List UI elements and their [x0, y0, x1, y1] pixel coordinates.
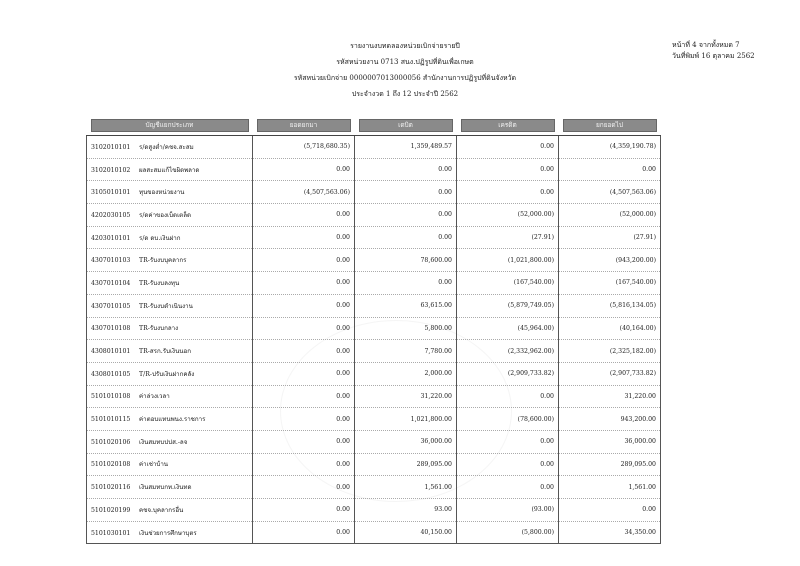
credit-cell: 0.00 [457, 181, 559, 204]
account-code: 5101010108 [91, 393, 131, 401]
table-row [87, 226, 661, 249]
debit-cell: 40,150.00 [355, 521, 457, 544]
debit-cell: 0.00 [355, 226, 457, 249]
account-cell [87, 249, 253, 272]
brought-forward-cell: (5,718,680.35) [253, 136, 355, 159]
credit-cell: (2,909,733.82) [457, 362, 559, 385]
table-row [87, 294, 661, 317]
account-code: 5101020108 [91, 461, 131, 469]
credit-cell: 0.00 [457, 453, 559, 476]
debit-cell: 2,000.00 [355, 362, 457, 385]
account-cell [87, 158, 253, 181]
brought-forward-cell: 0.00 [253, 453, 355, 476]
account-code: 4307010105 [91, 302, 131, 310]
account-cell [87, 340, 253, 363]
carried-forward-cell: 943,200.00 [559, 408, 661, 431]
debit-cell: 0.00 [355, 181, 457, 204]
account-cell [87, 385, 253, 408]
report-header [250, 38, 560, 102]
account-code: 3105010101 [91, 189, 131, 197]
debit-cell: 5,800.00 [355, 317, 457, 340]
carried-forward-cell: (5,816,134.05) [559, 294, 661, 317]
carried-forward-cell: (40,164.00) [559, 317, 661, 340]
table-row [87, 385, 661, 408]
credit-cell: (5,879,749.05) [457, 294, 559, 317]
table-row [87, 499, 661, 522]
table-row [87, 340, 661, 363]
credit-cell: (5,800.00) [457, 521, 559, 544]
brought-forward-cell: 0.00 [253, 226, 355, 249]
account-cell [87, 181, 253, 204]
carried-forward-cell: 289,095.00 [559, 453, 661, 476]
account-code: 5101010115 [91, 416, 131, 424]
debit-cell: 0.00 [355, 272, 457, 295]
table-row [87, 136, 661, 159]
debit-cell: 93.00 [355, 499, 457, 522]
debit-cell: 0.00 [355, 158, 457, 181]
carried-forward-cell: 0.00 [559, 499, 661, 522]
account-code: 4308010105 [91, 370, 131, 378]
table-row [87, 317, 661, 340]
carried-forward-cell: (4,507,563.06) [559, 181, 661, 204]
report-title: รายงานงบทดลองหน่วยเบิกจ่ายรายปี [350, 42, 460, 50]
brought-forward-cell: 0.00 [253, 272, 355, 295]
brought-forward-cell: 0.00 [253, 385, 355, 408]
account-cell [87, 136, 253, 159]
table-header-row [87, 116, 661, 136]
account-name: เงินสมทบปปส.-ลจ [139, 438, 188, 446]
column-header-carried-forward: ยกยอดไป [563, 119, 657, 132]
account-cell [87, 317, 253, 340]
brought-forward-cell: 0.00 [253, 204, 355, 227]
credit-cell: 0.00 [457, 430, 559, 453]
carried-forward-cell: (167,540.00) [559, 272, 661, 295]
debit-cell: 1,561.00 [355, 476, 457, 499]
account-name: TR-รับงบลงทุน [139, 279, 180, 287]
account-name: เงินสมทบกท.เงินทด [139, 484, 192, 492]
account-name: TR-รับงบบุคลากร [139, 257, 187, 265]
brought-forward-cell: 0.00 [253, 294, 355, 317]
account-cell [87, 453, 253, 476]
brought-forward-cell: 0.00 [253, 408, 355, 431]
table-row [87, 158, 661, 181]
table-row [87, 476, 661, 499]
carried-forward-cell: 1,561.00 [559, 476, 661, 499]
trial-balance-table [86, 116, 661, 544]
account-name: TR-สรก.รับเงินนอก [139, 348, 191, 356]
column-header-brought-forward: ยอดยกมา [257, 119, 351, 132]
account-code: 5101020106 [91, 438, 131, 446]
account-code: 4307010103 [91, 257, 131, 265]
brought-forward-cell: 0.00 [253, 430, 355, 453]
account-cell [87, 362, 253, 385]
debit-cell: 78,600.00 [355, 249, 457, 272]
account-code: 5101030101 [91, 529, 131, 537]
column-header-credit: เครดิต [461, 119, 555, 132]
table-row [87, 521, 661, 544]
table-row [87, 204, 661, 227]
brought-forward-cell: 0.00 [253, 317, 355, 340]
carried-forward-cell: 36,000.00 [559, 430, 661, 453]
table-row [87, 362, 661, 385]
debit-cell: 1,021,800.00 [355, 408, 457, 431]
account-name: ทุนของหน่วยงาน [139, 189, 185, 197]
credit-cell: 0.00 [457, 385, 559, 408]
account-name: ร/ด ดบ.เงินฝาก [139, 234, 181, 242]
account-name: ค่าตอบแทนพนง.ราชการ [139, 416, 206, 424]
carried-forward-cell: (52,000.00) [559, 204, 661, 227]
brought-forward-cell: 0.00 [253, 476, 355, 499]
account-code: 5101020199 [91, 506, 131, 514]
account-name: ค่าเช่าบ้าน [139, 461, 169, 469]
carried-forward-cell: 31,220.00 [559, 385, 661, 408]
brought-forward-cell: (4,507,563.06) [253, 181, 355, 204]
column-header-account: บัญชีแยกประเภท [91, 119, 249, 132]
account-cell [87, 430, 253, 453]
table-row [87, 181, 661, 204]
carried-forward-cell: (2,325,182.00) [559, 340, 661, 363]
brought-forward-cell: 0.00 [253, 521, 355, 544]
credit-cell: (1,021,800.00) [457, 249, 559, 272]
account-cell [87, 272, 253, 295]
table-row [87, 430, 661, 453]
table-row [87, 453, 661, 476]
period-line: ประจำงวด 1 ถึง 12 ประจำปี 2562 [351, 90, 459, 98]
account-code: 4308010101 [91, 348, 131, 356]
account-name: ร/ดค่าของเบ็ดเตล็ด [139, 211, 192, 219]
table-row [87, 408, 661, 431]
account-name: ผลสะสมแก้ไขผิดพลาด [139, 166, 200, 174]
print-date: วันที่พิมพ์ 16 ตุลาคม 2562 [672, 52, 755, 60]
debit-cell: 31,220.00 [355, 385, 457, 408]
brought-forward-cell: 0.00 [253, 249, 355, 272]
debit-cell: 36,000.00 [355, 430, 457, 453]
brought-forward-cell: 0.00 [253, 340, 355, 363]
disbursement-unit-line: รหัสหน่วยเบิกจ่าย 0000007013000056 สำนักงานการปฏิรูปที่ดินจังหวัด [293, 74, 517, 82]
credit-cell: (52,000.00) [457, 204, 559, 227]
carried-forward-cell: (2,907,733.82) [559, 362, 661, 385]
account-cell [87, 226, 253, 249]
table-row [87, 272, 661, 295]
page-number: หน้าที่ 4 จากทั้งหมด 7 [672, 41, 740, 49]
account-code: 3102010101 [91, 143, 131, 151]
credit-cell: (2,332,962.00) [457, 340, 559, 363]
table-row [87, 249, 661, 272]
credit-cell: 0.00 [457, 158, 559, 181]
account-cell [87, 476, 253, 499]
account-name: TR-รับงบดำเนินงาน [139, 302, 193, 310]
credit-cell: (78,600.00) [457, 408, 559, 431]
carried-forward-cell: (27.91) [559, 226, 661, 249]
account-name: TR-รับงบกลาง [139, 325, 179, 333]
debit-cell: 7,780.00 [355, 340, 457, 363]
debit-cell: 63,615.00 [355, 294, 457, 317]
account-cell [87, 499, 253, 522]
debit-cell: 0.00 [355, 204, 457, 227]
account-name: เงินช่วยการศึกษาบุตร [139, 529, 197, 537]
account-code: 4202030105 [91, 211, 131, 219]
credit-cell: (27.91) [457, 226, 559, 249]
account-name: T/R-ปรับเงินฝากคลัง [139, 370, 195, 378]
account-code: 4307010104 [91, 279, 131, 287]
credit-cell: (93.00) [457, 499, 559, 522]
credit-cell: 0.00 [457, 136, 559, 159]
column-header-debit: เดบิต [359, 119, 453, 132]
account-code: 4307010108 [91, 325, 131, 333]
account-cell [87, 408, 253, 431]
agency-code-line: รหัสหน่วยงาน 0713 สนง.ปฏิรูปที่ดินเพื่อเกษต [336, 58, 474, 66]
brought-forward-cell: 0.00 [253, 362, 355, 385]
account-cell [87, 294, 253, 317]
debit-cell: 289,095.00 [355, 453, 457, 476]
account-code: 3102010102 [91, 166, 131, 174]
brought-forward-cell: 0.00 [253, 158, 355, 181]
account-code: 4203010101 [91, 234, 131, 242]
credit-cell: (45,964.00) [457, 317, 559, 340]
carried-forward-cell: (4,359,190.78) [559, 136, 661, 159]
brought-forward-cell: 0.00 [253, 499, 355, 522]
table-body [87, 136, 661, 544]
debit-cell: 1,359,489.57 [355, 136, 457, 159]
carried-forward-cell: 0.00 [559, 158, 661, 181]
carried-forward-cell: 34,350.00 [559, 521, 661, 544]
credit-cell: (167,540.00) [457, 272, 559, 295]
account-name: คชจ.บุคลากรอื่น [139, 506, 184, 514]
carried-forward-cell: (943,200.00) [559, 249, 661, 272]
account-name: ค่าล่วงเวลา [139, 393, 170, 401]
account-name: ร/ดสูงต่ำ/คชจ.สะสม [139, 143, 194, 151]
account-code: 5101020116 [91, 484, 131, 492]
credit-cell: 0.00 [457, 476, 559, 499]
account-cell [87, 521, 253, 544]
account-cell [87, 204, 253, 227]
page-meta [672, 40, 792, 62]
